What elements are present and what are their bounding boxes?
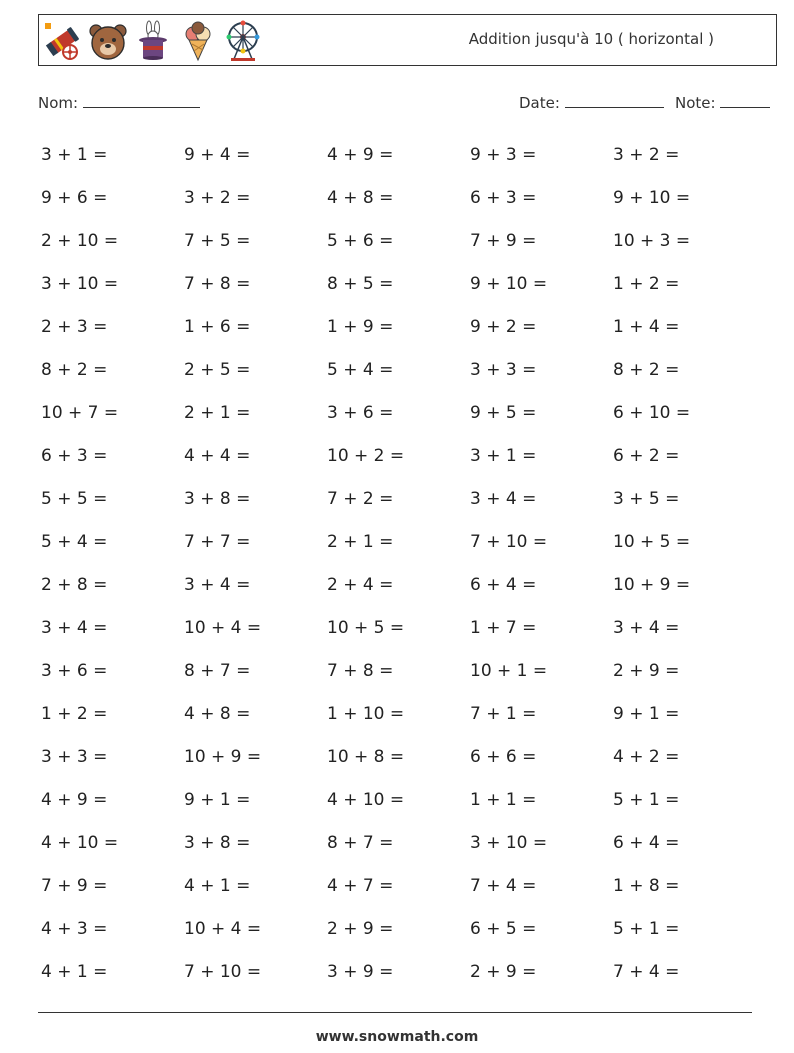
problem-item: 3 + 3 = [470, 360, 537, 380]
problem-item: 1 + 4 = [613, 317, 680, 337]
problem-item: 7 + 8 = [327, 661, 394, 681]
problem-item: 8 + 7 = [327, 833, 394, 853]
problem-item: 4 + 9 = [41, 790, 108, 810]
problem-item: 6 + 4 = [470, 575, 537, 595]
problem-item: 7 + 4 = [613, 962, 680, 982]
problem-item: 7 + 10 = [470, 532, 548, 552]
problem-item: 6 + 10 = [613, 403, 691, 423]
ferris-wheel-icon [223, 20, 263, 62]
problem-item: 10 + 4 = [184, 919, 262, 939]
problem-item: 10 + 9 = [184, 747, 262, 767]
problem-item: 9 + 3 = [470, 145, 537, 165]
problem-item: 6 + 4 = [613, 833, 680, 853]
problem-item: 9 + 10 = [470, 274, 548, 294]
problem-item: 3 + 8 = [184, 833, 251, 853]
problem-item: 5 + 5 = [41, 489, 108, 509]
problem-item: 5 + 1 = [613, 790, 680, 810]
problem-item: 2 + 9 = [613, 661, 680, 681]
problem-item: 10 + 2 = [327, 446, 405, 466]
problem-item: 7 + 7 = [184, 532, 251, 552]
footer-website: www.snowmath.com [315, 1029, 479, 1045]
problem-item: 1 + 6 = [184, 317, 251, 337]
problem-item: 3 + 1 = [41, 145, 108, 165]
problem-item: 4 + 3 = [41, 919, 108, 939]
problem-item: 1 + 1 = [470, 790, 537, 810]
problem-item: 3 + 4 = [470, 489, 537, 509]
problem-item: 2 + 3 = [41, 317, 108, 337]
problem-item: 3 + 10 = [470, 833, 548, 853]
problem-item: 5 + 4 = [41, 532, 108, 552]
worksheet-title: Addition jusqu'à 10 ( horizontal ) [468, 30, 714, 48]
problem-item: 7 + 9 = [41, 876, 108, 896]
problem-item: 2 + 8 = [41, 575, 108, 595]
problem-item: 10 + 9 = [613, 575, 691, 595]
problem-item: 9 + 1 = [613, 704, 680, 724]
problem-item: 2 + 10 = [41, 231, 119, 251]
problem-item: 7 + 10 = [184, 962, 262, 982]
problem-item: 6 + 2 = [613, 446, 680, 466]
problem-item: 2 + 1 = [327, 532, 394, 552]
footer-divider [38, 1012, 752, 1013]
problem-item: 4 + 1 = [184, 876, 251, 896]
problem-item: 2 + 9 = [327, 919, 394, 939]
name-field[interactable] [38, 92, 200, 112]
problem-item: 4 + 4 = [184, 446, 251, 466]
problem-item: 3 + 4 = [41, 618, 108, 638]
problem-item: 10 + 7 = [41, 403, 119, 423]
problem-item: 2 + 1 = [184, 403, 251, 423]
problem-item: 9 + 1 = [184, 790, 251, 810]
problem-item: 10 + 5 = [327, 618, 405, 638]
problem-item: 10 + 4 = [184, 618, 262, 638]
problem-item: 3 + 2 = [613, 145, 680, 165]
date-label: Date: [519, 94, 560, 112]
problem-item: 4 + 9 = [327, 145, 394, 165]
problem-item: 3 + 5 = [613, 489, 680, 509]
problem-item: 1 + 2 = [613, 274, 680, 294]
problem-item: 7 + 9 = [470, 231, 537, 251]
header-box [38, 14, 777, 66]
problem-item: 6 + 6 = [470, 747, 537, 767]
problem-item: 9 + 10 = [613, 188, 691, 208]
icon-strip [43, 20, 263, 62]
problem-item: 3 + 10 = [41, 274, 119, 294]
problem-item: 7 + 5 = [184, 231, 251, 251]
problem-item: 10 + 5 = [613, 532, 691, 552]
problem-item: 10 + 8 = [327, 747, 405, 767]
problem-item: 1 + 8 = [613, 876, 680, 896]
problem-item: 4 + 7 = [327, 876, 394, 896]
problem-item: 3 + 6 = [41, 661, 108, 681]
problem-item: 4 + 10 = [327, 790, 405, 810]
problem-item: 3 + 4 = [184, 575, 251, 595]
cannon-icon [43, 20, 83, 62]
score-field[interactable] [675, 92, 770, 112]
problem-item: 5 + 1 = [613, 919, 680, 939]
score-label: Note: [675, 94, 716, 112]
problem-item: 9 + 2 = [470, 317, 537, 337]
problem-item: 1 + 7 = [470, 618, 537, 638]
problem-item: 5 + 6 = [327, 231, 394, 251]
problem-item: 7 + 4 = [470, 876, 537, 896]
problem-item: 3 + 2 = [184, 188, 251, 208]
problem-item: 2 + 4 = [327, 575, 394, 595]
problem-item: 7 + 8 = [184, 274, 251, 294]
problem-item: 3 + 6 = [327, 403, 394, 423]
name-blank[interactable] [83, 92, 200, 108]
problem-item: 10 + 1 = [470, 661, 548, 681]
problem-item: 4 + 8 = [327, 188, 394, 208]
problem-item: 8 + 5 = [327, 274, 394, 294]
problem-item: 3 + 4 = [613, 618, 680, 638]
problem-item: 2 + 9 = [470, 962, 537, 982]
problem-item: 1 + 2 = [41, 704, 108, 724]
problem-item: 1 + 10 = [327, 704, 405, 724]
ice-cream-icon [178, 20, 218, 62]
problem-item: 6 + 5 = [470, 919, 537, 939]
problem-item: 4 + 8 = [184, 704, 251, 724]
problem-item: 4 + 10 = [41, 833, 119, 853]
problem-item: 8 + 2 = [613, 360, 680, 380]
date-blank[interactable] [565, 92, 664, 108]
score-blank[interactable] [720, 92, 770, 108]
date-field[interactable] [519, 92, 664, 112]
problem-item: 3 + 8 = [184, 489, 251, 509]
problem-item: 1 + 9 = [327, 317, 394, 337]
problem-item: 8 + 7 = [184, 661, 251, 681]
problem-item: 8 + 2 = [41, 360, 108, 380]
bear-icon [88, 20, 128, 62]
problem-item: 9 + 4 = [184, 145, 251, 165]
problem-item: 3 + 9 = [327, 962, 394, 982]
problem-item: 4 + 1 = [41, 962, 108, 982]
problem-item: 6 + 3 = [470, 188, 537, 208]
problem-item: 7 + 1 = [470, 704, 537, 724]
problem-item: 4 + 2 = [613, 747, 680, 767]
problem-item: 9 + 6 = [41, 188, 108, 208]
problem-item: 7 + 2 = [327, 489, 394, 509]
magic-hat-rabbit-icon [133, 20, 173, 62]
problem-item: 9 + 5 = [470, 403, 537, 423]
problem-item: 10 + 3 = [613, 231, 691, 251]
problem-grid [41, 134, 756, 994]
problem-item: 3 + 3 = [41, 747, 108, 767]
problem-item: 6 + 3 = [41, 446, 108, 466]
problem-item: 5 + 4 = [327, 360, 394, 380]
name-label: Nom: [38, 94, 79, 112]
problem-item: 3 + 1 = [470, 446, 537, 466]
problem-item: 2 + 5 = [184, 360, 251, 380]
